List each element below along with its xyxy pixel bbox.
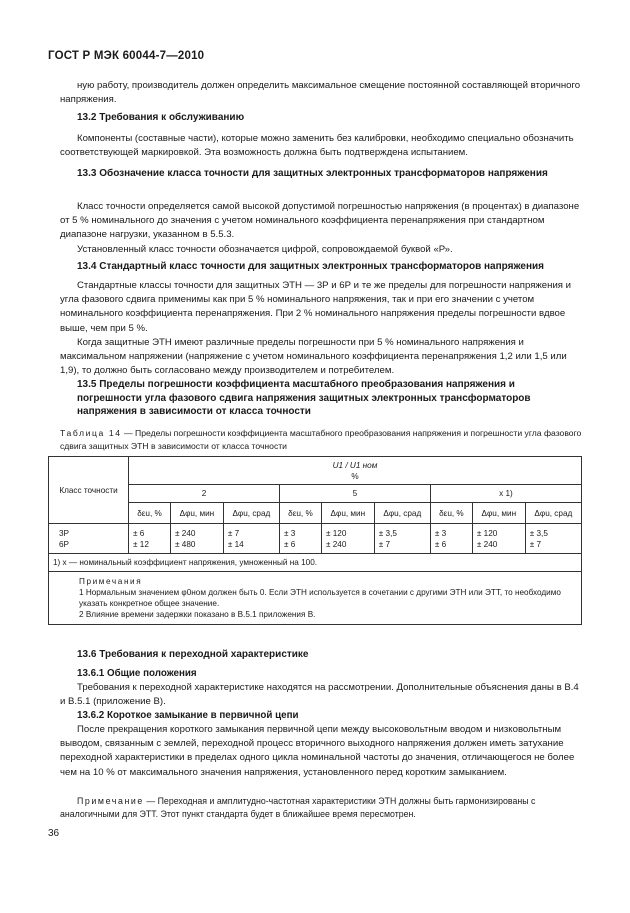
table-data-row <box>49 524 582 554</box>
table-caption-text: — Пределы погрешности коэффициента масштабного преобразования напряжения и погрешности угла фазового сдвига защитных ЭТН в зависимости от класса точности <box>60 428 582 451</box>
section-13-4-text: Стандартные классы точности для защитных ЭТН — 3Р и 6Р и те же пределы для погрешности напряжения и угла фазового сдвига применимы как при 5 % номинального напряжения, так и при его значении с учетом номинального коэффициента перенапряжения. При 2 % номинального напряжения пределы погрешности вдвое выше, чем при 5 %. Когда защитные ЭТН имеют различные пределы погрешности при 5 % номинального напряжения и максимальном напряжении (напряжение с учетом номинального коэффициента перенапряжения 1,2 или 1,5 или 1,9), то должно быть согласовано между производителем и потребителем. <box>60 280 572 377</box>
table-caption-label: Таблица 14 <box>60 428 122 438</box>
table-header-ratio: U1 / U1 ном % <box>129 457 582 485</box>
table-group-5: 5 <box>279 485 430 503</box>
table-cell: ± 7 ± 14 <box>223 524 279 554</box>
table-header-class: Класс точности <box>49 457 129 524</box>
table-notes <box>49 572 582 625</box>
table-subheader: δεu, % <box>129 503 171 524</box>
table-subheader: Δφu, мин <box>171 503 224 524</box>
section-13-6-heading: 13.6 Требования к переходной характеристике <box>77 649 309 660</box>
section-13-2-heading: 13.2 Требования к обслуживанию <box>77 112 245 123</box>
section-13-4-heading: 13.4 Стандартный класс точности для защитных электронных трансформаторов напряжения <box>77 261 544 272</box>
section-13-3-text: Класс точности определяется самой высокой допустимой погрешностью напряжения (в процентах) в диапазоне от 5 % номинального до значения с учетом номинального коэффициента перенапряжения при стандартном диапазоне нагрузки, указанном в 5.5.3. Установленный класс точности обозначается цифрой, сопровождаемой буквой «Р». <box>60 201 580 255</box>
table-subheader: Δφu, мин <box>321 503 374 524</box>
table-group-2: 2 <box>129 485 280 503</box>
section-13-6-2-text: После прекращения короткого замыкания первичной цепи между высоковольтным вводом и низковольтным выводом, связанным с землей, переходной процесс вторичного выходного напряжения должен иметь затухание переходной характеристики в пределах одного цикла номинальной частоты до значения, отличающегося не более чем на 10 % от максимального значения напряжения, установленного перед коротким замыканием. <box>60 724 575 778</box>
table-cell: ± 120 ± 240 <box>321 524 374 554</box>
section-13-2-text: Компоненты (составные части), которые можно заменить без калибровки, необходимо специально обозначить соответствующей маркировкой. Эта возможность должна быть подтверждена испытанием. <box>60 133 574 159</box>
note-1: 1 Нормальным значением φ0ном должен быть 0. Если ЭТН используется в сочетании с другими ЭТН или ЭТТ, то необходимо указать конкретное общее значение. <box>79 588 561 608</box>
table-cell: ± 6 ± 12 <box>129 524 171 554</box>
section-13-6-1-text: Требования к переходной характеристике находятся на рассмотрении. Дополнительные объяснения даны в В.4 и В.5.1 (приложение В). <box>60 682 579 708</box>
document-header: ГОСТ Р МЭК 60044-7—2010 <box>48 50 205 62</box>
note-text: — Переходная и амплитудно-частотная характеристики ЭТН должны быть гармонизированы с аналогичными для ЭТТ. Этот пункт стандарта будет в ближайшее время пересмотрен. <box>60 796 536 819</box>
table-cell-class: 3Р 6Р <box>49 524 129 554</box>
table-subheader: δεu, % <box>279 503 321 524</box>
table-cell: ± 3,5 ± 7 <box>374 524 430 554</box>
table-subheader: Δφu, срад <box>374 503 430 524</box>
section-13-3-heading: 13.3 Обозначение класса точности для защитных электронных трансформаторов напряжения <box>77 168 548 179</box>
table-cell: ± 3 ± 6 <box>430 524 472 554</box>
table-14-caption <box>60 427 582 452</box>
accuracy-limits-table <box>48 456 582 625</box>
table-subheader: Δφu, срад <box>525 503 581 524</box>
section-13-6-2-heading: 13.6.2 Короткое замыкание в первичной цепи <box>77 710 299 721</box>
table-subheader: Δφu, мин <box>472 503 525 524</box>
section-13-6-1-heading: 13.6.1 Общие положения <box>77 668 197 679</box>
table-cell: ± 120 ± 240 <box>472 524 525 554</box>
intro-paragraph: ную работу, производитель должен определить максимальное смещение постоянной составляющей вторичного напряжения. <box>60 80 581 106</box>
table-cell: ± 240 ± 480 <box>171 524 224 554</box>
table-cell: ± 3,5 ± 7 <box>525 524 581 554</box>
note-2: 2 Влияние времени задержки показано в В.5.1 приложения В. <box>79 610 316 619</box>
table-subheader: Δφu, срад <box>223 503 279 524</box>
table-subheader: δεu, % <box>430 503 472 524</box>
note-label: Примечание <box>77 796 144 806</box>
section-13-5-heading: 13.5 Пределы погрешности коэффициента масштабного преобразования напряжения и погрешности угла фазового сдвига напряжения защитных электронных трансформаторов напряжения в зависимости от класса точности <box>77 379 531 417</box>
page-number: 36 <box>48 828 60 839</box>
notes-title: Примечания <box>79 577 143 586</box>
section-13-6-2-note <box>60 795 582 821</box>
table-footnote: 1) x — номинальный коэффициент напряжения, умноженный на 100. <box>49 554 582 572</box>
table-group-x: x 1) <box>430 485 581 503</box>
table-cell: ± 3 ± 6 <box>279 524 321 554</box>
